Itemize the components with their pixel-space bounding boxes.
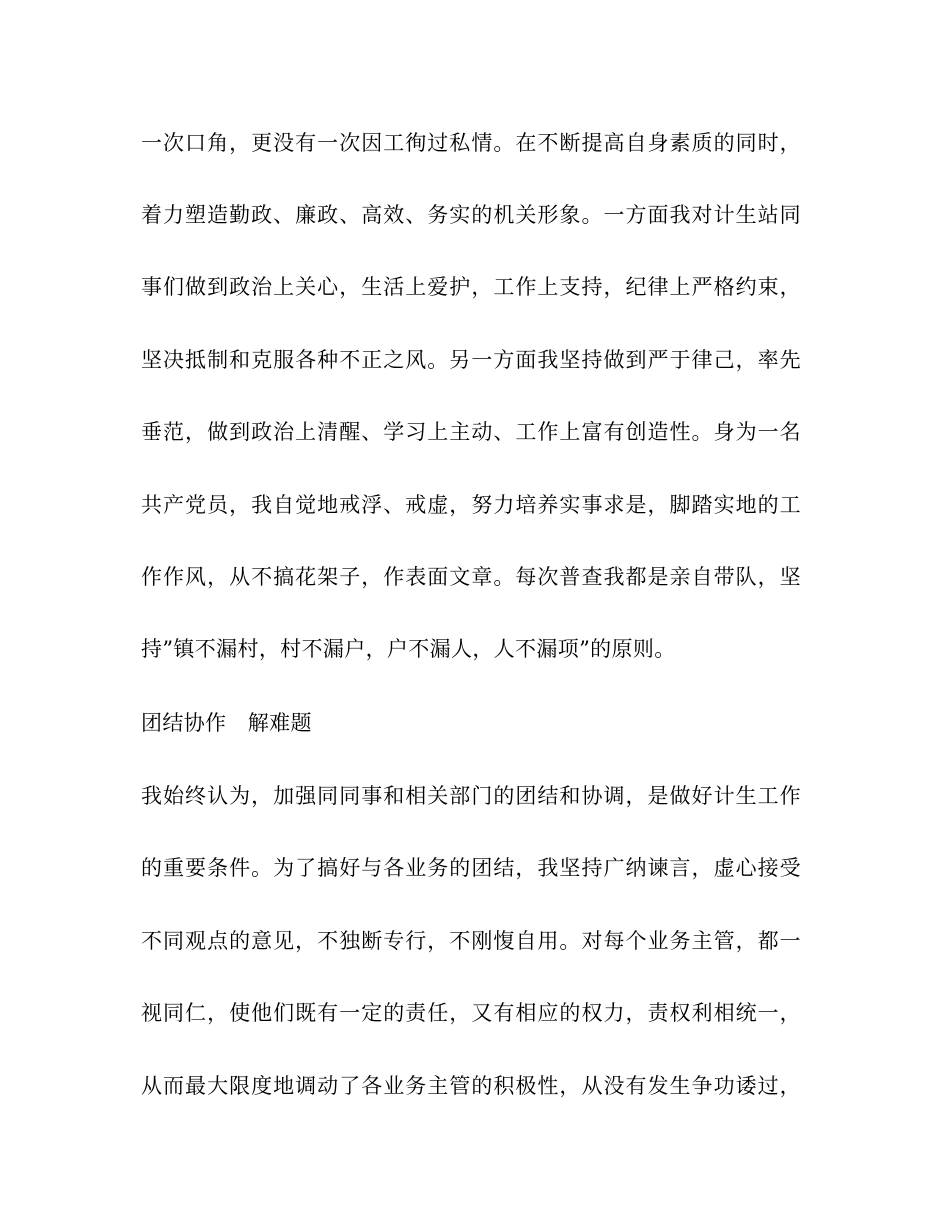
paragraph-line: 我始终认为，加强同同事和相关部门的团结和协调，是做好计生工作 [141, 784, 801, 808]
paragraph-line: 事们做到政治上关心，生活上爱护，工作上支持，纪律上严格约束， [141, 275, 801, 299]
paragraph-line: 的重要条件。为了搞好与各业务的团结，我坚持广纳谏言，虚心接受 [141, 856, 801, 880]
paragraph-line: 着力塑造勤政、廉政、高效、务实的机关形象。一方面我对计生站同 [141, 203, 801, 227]
paragraph-line: 一次口角，更没有一次因工徇过私情。在不断提高自身素质的同时， [141, 131, 801, 155]
paragraph-line: 坚决抵制和克服各种不正之风。另一方面我坚持做到严于律己，率先 [141, 348, 801, 372]
paragraph-line: 共产党员，我自觉地戒浮、戒虚，努力培养实事求是，脚踏实地的工 [141, 493, 801, 517]
paragraph-line: 持”镇不漏村，村不漏户，户不漏人，人不漏项”的原则。 [141, 637, 676, 661]
paragraph-line: 从而最大限度地调动了各业务主管的积极性，从没有发生争功诿过， [141, 1074, 801, 1098]
section-heading: 团结协作 解难题 [141, 711, 312, 735]
paragraph-line: 垂范，做到政治上清醒、学习上主动、工作上富有创造性。身为一名 [141, 420, 801, 444]
paragraph-line: 不同观点的意见，不独断专行，不刚愎自用。对每个业务主管，都一 [141, 929, 801, 953]
paragraph-line: 视同仁，使他们既有一定的责任，又有相应的权力，责权利相统一， [141, 1001, 801, 1025]
paragraph-line: 作作风，从不搞花架子，作表面文章。每次普查我都是亲自带队，坚 [141, 565, 801, 589]
